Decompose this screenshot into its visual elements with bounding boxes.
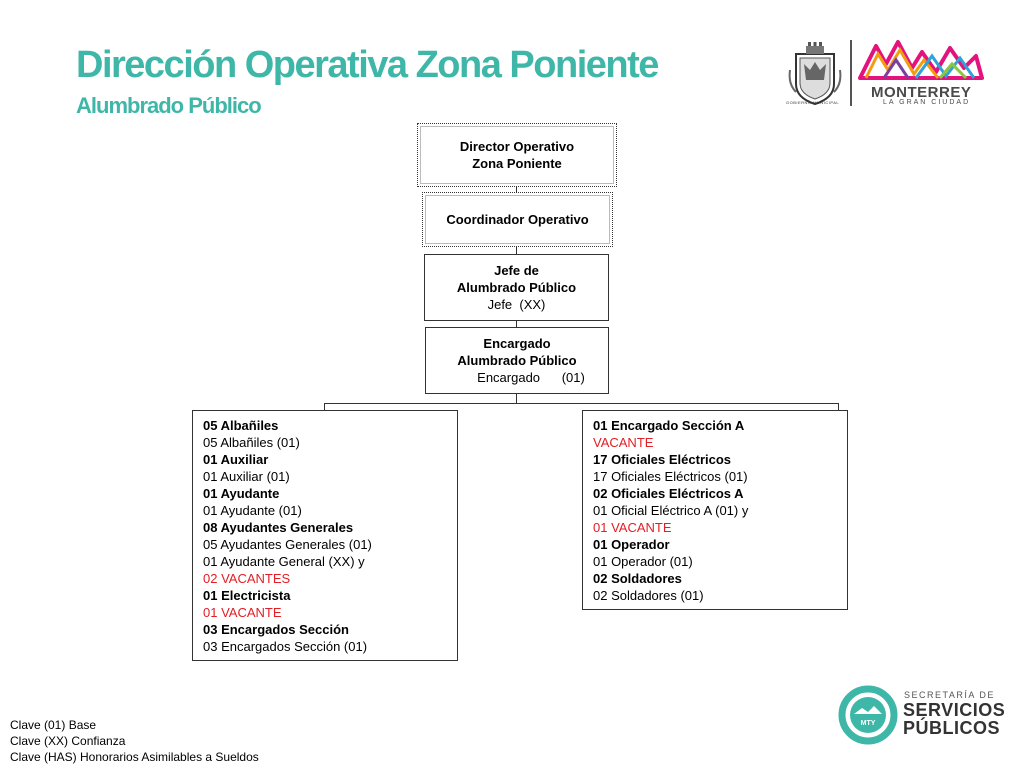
list-item: 01 Oficial Eléctrico A (01) y: [593, 503, 749, 518]
jefe-alumbrado-box: [424, 254, 609, 321]
brand-name: MONTERREY: [871, 84, 972, 101]
legend: [10, 717, 259, 765]
sp-badge-text: MTY: [860, 720, 876, 727]
encargado-line2: Alumbrado Público: [457, 353, 577, 368]
list-item: 02 Soldadores (01): [593, 588, 704, 603]
director-operativo-box: [417, 123, 617, 187]
legend-line-honorarios: Clave (HAS) Honorarios Asimilables a Sueldos: [10, 750, 259, 764]
list-item: 03 Encargados Sección (01): [203, 639, 368, 654]
jefe-line3: Jefe (XX): [487, 297, 546, 312]
list-item: 01 Auxiliar (01): [203, 469, 290, 484]
brand-tagline: LA GRAN CIUDAD: [883, 99, 971, 106]
sp-caption: SECRETARÍA DE: [904, 690, 995, 700]
connector-horizontal-split: [324, 403, 839, 404]
page-subtitle: Alumbrado Público: [76, 93, 261, 118]
list-item: 05 Ayudantes Generales (01): [203, 537, 372, 552]
sp-line1: SERVICIOS: [903, 700, 1006, 720]
list-item: 08 Ayudantes Generales: [203, 520, 354, 535]
list-item: 01 Electricista: [203, 588, 291, 603]
municipal-caption: GOBIERNO MUNICIPAL: [786, 100, 840, 105]
encargado-line1: Encargado: [483, 336, 551, 351]
list-item: 01 Ayudante General (XX) y: [203, 554, 365, 569]
list-item: 01 Encargado Sección A: [593, 418, 745, 433]
right-staff-list: [582, 410, 848, 610]
page-title: Dirección Operativa Zona Poniente: [76, 44, 658, 86]
legend-line-confianza: Clave (XX) Confianza: [10, 734, 126, 748]
list-item: 05 Albañiles (01): [203, 435, 300, 450]
list-item: 17 Oficiales Eléctricos: [593, 452, 732, 467]
legend-line-base: Clave (01) Base: [10, 718, 97, 732]
jefe-line1: Jefe de: [494, 263, 539, 278]
list-item: 01 Ayudante: [203, 486, 280, 501]
list-item: 03 Encargados Sección: [203, 622, 349, 637]
encargado-alumbrado-box: [425, 327, 609, 394]
list-item: 02 Soldadores: [593, 571, 682, 586]
encargado-line3: Encargado (01): [477, 370, 585, 385]
list-item: 17 Oficiales Eléctricos (01): [593, 469, 748, 484]
list-item: 01 VACANTE: [203, 605, 282, 620]
list-item: 01 VACANTE: [593, 520, 672, 535]
director-line2: Zona Poniente: [472, 156, 562, 171]
director-line1: Director Operativo: [459, 139, 575, 154]
list-item: 02 VACANTES: [203, 571, 291, 586]
list-item: VACANTE: [593, 435, 654, 450]
coordinador-operativo-box: [422, 192, 613, 247]
municipal-seal-logo: [786, 40, 844, 108]
list-item: 01 Ayudante (01): [203, 503, 302, 518]
list-item: 01 Operador: [593, 537, 670, 552]
jefe-line2: Alumbrado Público: [456, 280, 577, 295]
list-item: 02 Oficiales Eléctricos A: [593, 486, 744, 501]
sp-line2: PÚBLICOS: [903, 718, 1001, 738]
coordinador-line1: Coordinador Operativo: [446, 212, 589, 227]
logo-separator: [850, 40, 852, 106]
list-item: 01 Auxiliar: [203, 452, 269, 467]
list-item: 01 Operador (01): [593, 554, 693, 569]
list-item: 05 Albañiles: [203, 418, 279, 433]
left-staff-list: [192, 410, 458, 661]
